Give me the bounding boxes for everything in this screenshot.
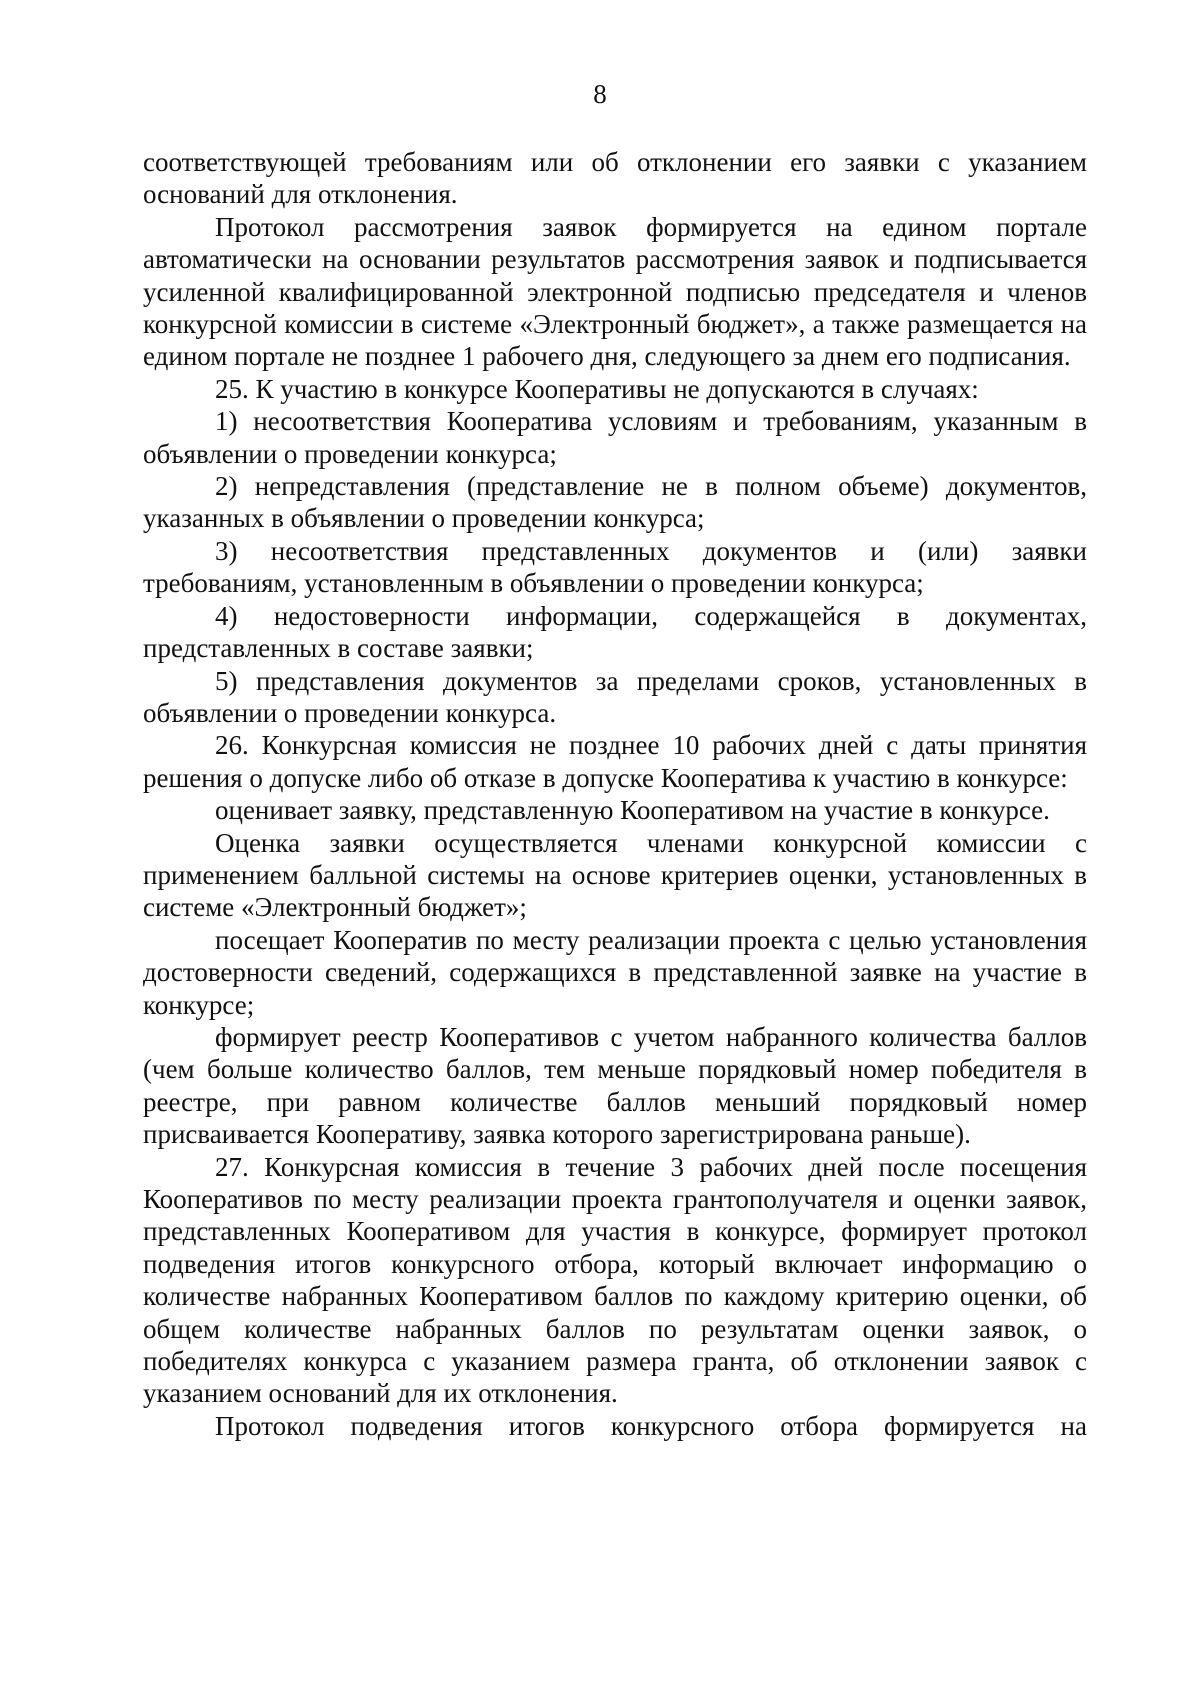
list-item-25-3: 3) несоответствия представленных документов и (или) заявки требованиям, установленным в объявлении о проведении конкурса; — [143, 535, 1087, 599]
paragraph-final-protocol: Протокол подведения итогов конкурсного отбора формируется на — [215, 1410, 1087, 1441]
list-item-25-4: 4) недостоверности информации, содержащейся в документах, представленных в составе заявки; — [143, 600, 1087, 664]
document-body — [143, 146, 1087, 1442]
paragraph-clause-27: 27. Конкурсная комиссия в течение 3 рабочих дней после посещения Кооперативов по месту реализации проекта грантополучателя и оценки заявок, представленных Кооперативом для участия в конкурсе, формирует протокол подведения итогов конкурсного отбора, который включает информацию о количестве набранных Кооперативом баллов по каждому критерию оценки, об общем количестве набранных баллов по результатам оценки заявок, о победителях конкурса с указанием размера гранта, об отклонении заявок с указанием оснований для их отклонения. — [143, 1151, 1087, 1409]
paragraph-registry: формирует реестр Кооперативов с учетом набранного количества баллов (чем больше количество баллов, тем меньше порядковый номер победителя в реестре, при равном количестве баллов меньший порядковый номер присваивается Кооперативу, заявка которого зарегистрирована раньше). — [143, 1021, 1087, 1150]
list-item-25-5: 5) представления документов за пределами сроков, установленных в объявлении о проведении конкурса. — [143, 665, 1087, 728]
paragraph-clause-26: 26. Конкурсная комиссия не позднее 10 рабочих дней с даты принятия решения о допуске либо об отказе в допуске Кооператива к участию в конкурсе: — [143, 730, 1087, 793]
paragraph-continuation: соответствующей требованиям или об отклонении его заявки с указанием оснований для отклонения. — [143, 147, 1087, 210]
paragraph-clause-25: 25. К участию в конкурсе Кооперативы не допускаются в случаях: — [215, 373, 979, 404]
page-number: 8 — [593, 79, 607, 109]
paragraph-evaluates: оценивает заявку, представленную Кооперативом на участие в конкурсе. — [215, 795, 1050, 826]
paragraph-visits: посещает Кооператив по месту реализации проекта с целью установления достоверности сведений, содержащихся в представленной заявке на участие в конкурсе; — [143, 924, 1087, 1020]
paragraph-protocol-review: Протокол рассмотрения заявок формируется на едином портале автоматически на основании результатов рассмотрения заявок и подписывается усиленной квалифицированной электронной подписью председателя и членов конкурсной комиссии в системе «Электронный бюджет», а также размещается на едином портале не позднее 1 рабочего дня, следующего за днем его подписания. — [143, 211, 1087, 372]
paragraph-evaluation: Оценка заявки осуществляется членами конкурсной комиссии с применением балльной системы на основе критериев оценки, установленных в системе «Электронный бюджет»; — [143, 827, 1087, 923]
list-item-25-1: 1) несоответствия Кооператива условиям и требованиям, указанным в объявлении о проведении конкурса; — [143, 406, 1087, 469]
list-item-25-2: 2) непредставления (представление не в полном объеме) документов, указанных в объявлении о проведении конкурса; — [143, 471, 1087, 534]
